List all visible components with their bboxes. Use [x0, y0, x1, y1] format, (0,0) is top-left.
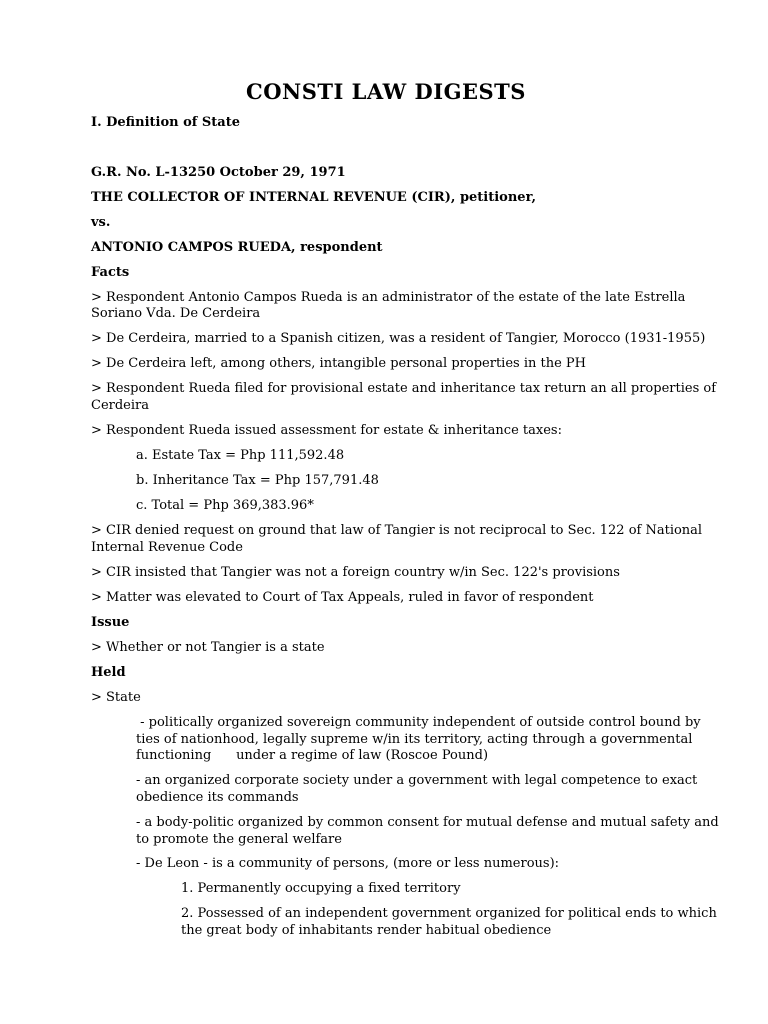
tax-item: c. Total = Php 369,383.96*: [136, 498, 314, 513]
fact-line: > Respondent Antonio Campos Rueda is an administrator of the estate of the late Estrella: [91, 290, 686, 305]
document-title: CONSTI LAW DIGESTS: [246, 79, 526, 104]
facts-heading: Facts: [91, 265, 130, 280]
list-item: 1. Permanently occupying a fixed territory: [181, 881, 461, 896]
held-line: to promote the general welfare: [136, 832, 342, 847]
versus-line: vs.: [91, 215, 111, 230]
list-item: the great body of inhabitants render habitual obedience: [181, 923, 552, 938]
fact-line: Cerdeira: [91, 398, 149, 413]
fact-line: > Respondent Rueda filed for provisional estate and inheritance tax return an all properties of: [91, 381, 717, 396]
held-line: functioning under a regime of law (Roscoe Pound): [136, 748, 489, 763]
fact-line: Soriano Vda. De Cerdeira: [91, 306, 261, 321]
held-line: - a body-politic organized by common consent for mutual defense and mutual safety and: [136, 815, 719, 830]
fact-line: > Respondent Rueda issued assessment for estate & inheritance taxes:: [91, 423, 562, 438]
held-line: obedience its commands: [136, 790, 299, 805]
list-item: 2. Possessed of an independent government organized for political ends to which: [181, 906, 717, 921]
held-line: > State: [91, 690, 141, 705]
held-heading: Held: [91, 665, 126, 680]
held-line: ties of nationhood, legally supreme w/in its territory, acting through a governmental: [136, 732, 693, 747]
tax-item: a. Estate Tax = Php 111,592.48: [136, 448, 345, 463]
tax-item: b. Inheritance Tax = Php 157,791.48: [136, 473, 379, 488]
held-line: - De Leon - is a community of persons, (more or less numerous):: [136, 856, 560, 871]
fact-line: > Matter was elevated to Court of Tax Appeals, ruled in favor of respondent: [91, 590, 594, 605]
held-line: - an organized corporate society under a government with legal competence to exact: [136, 773, 698, 788]
section-heading: I. Definition of State: [91, 115, 240, 130]
respondent-line: ANTONIO CAMPOS RUEDA, respondent: [91, 240, 383, 255]
fact-line: Internal Revenue Code: [91, 540, 243, 555]
held-line: - politically organized sovereign community independent of outside control bound by: [136, 715, 701, 730]
petitioner-line: THE COLLECTOR OF INTERNAL REVENUE (CIR), petitioner,: [91, 190, 537, 205]
fact-line: > De Cerdeira left, among others, intangible personal properties in the PH: [91, 356, 586, 371]
issue-heading: Issue: [91, 615, 130, 630]
fact-line: > CIR denied request on ground that law of Tangier is not reciprocal to Sec. 122 of National: [91, 523, 703, 538]
fact-line: > CIR insisted that Tangier was not a foreign country w/in Sec. 122's provisions: [91, 565, 620, 580]
case-number: G.R. No. L-13250 October 29, 1971: [91, 165, 346, 180]
issue-line: > Whether or not Tangier is a state: [91, 640, 325, 655]
fact-line: > De Cerdeira, married to a Spanish citizen, was a resident of Tangier, Morocco (1931-1955): [91, 331, 706, 346]
